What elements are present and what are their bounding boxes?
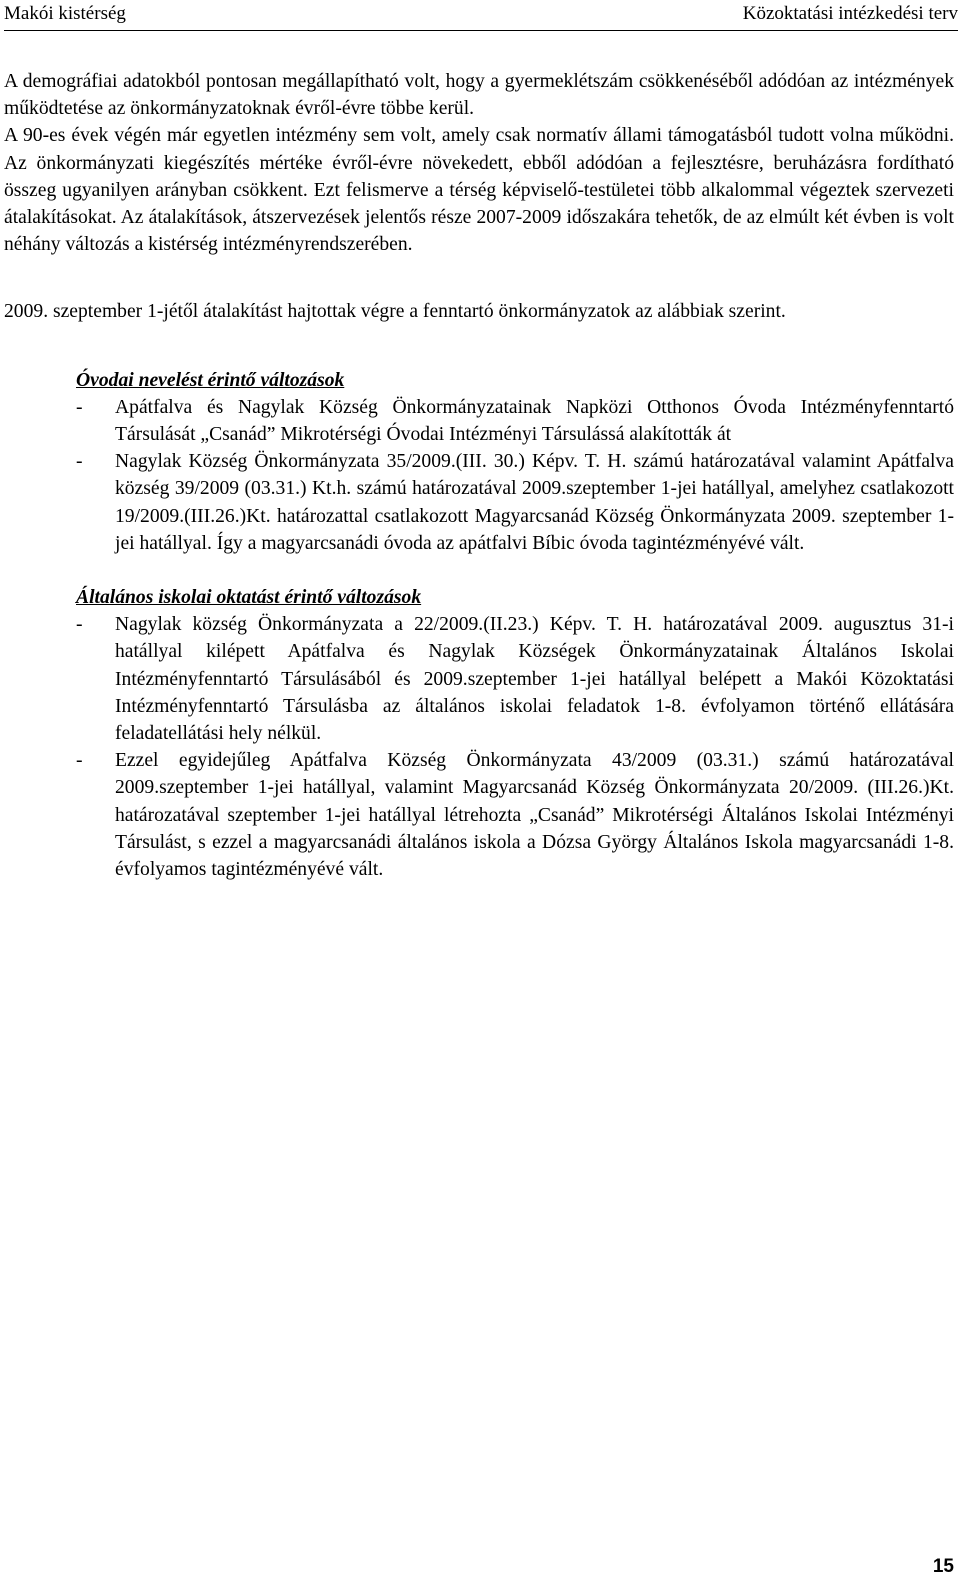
intro-paragraph-2: A 90-es évek végén már egyetlen intézmény sem volt, amely csak normatív állami támogatásból tudott volna működni. Az önkormányzati kiegészítés mértéke évről-évre növekedett, ebből adódóan a fejlesztésre, beruházásra fordítható összeg ugyanilyen arányban csökkent. Ezt felismerve a térség képviselő-testületei több alkalommal végeztek szervezeti átalakításokat. Az átalakítások, átszervezések jelentős része 2007-2009 időszakára tehetők, de az elmúlt két évben is volt néhány változás a kistérség intézményrendszerében. [4, 125, 954, 256]
page-number: 15 [932, 1556, 954, 1577]
dash-bullet: - [76, 750, 83, 772]
intro-paragraph-1: A demográfiai adatokból pontosan megállapítható volt, hogy a gyermeklétszám csökkenéséből adódóan az intézmények működtetése az önkormányzatoknak évről-évre többe kerül. [4, 71, 954, 120]
header-right-title: Közoktatási intézkedési terv [742, 3, 958, 24]
header-left-title: Makói kistérség [4, 3, 126, 24]
dash-bullet: - [76, 451, 83, 473]
section-list-ovoda [4, 394, 954, 557]
list-item [4, 747, 954, 883]
list-item [4, 611, 954, 747]
dash-bullet: - [76, 396, 83, 418]
list-item-text: Nagylak község Önkormányzata a 22/2009.(II.23.) Képv. T. H. határozatával 2009. augusztus 31-i hatállyal kilépett Apátfalva és Nagylak Községek Önkormányzatainak Általános Iskolai Intézményfenntartó Társulásából és 2009.szeptember 1-jei hatállyal belépett a Makói Közoktatási Intézményfenntartó Társulásba az általános iskolai feladatok 1-8. évfolyamon történő ellátására feladatellátási hely nélkül. [115, 614, 954, 745]
section-title-ovoda: Óvodai nevelést érintő változások [76, 369, 345, 391]
list-item [4, 448, 954, 557]
section-title-iskola: Általános iskolai oktatást érintő változások [76, 587, 422, 609]
dash-bullet: - [76, 614, 83, 636]
list-item-text: Apátfalva és Nagylak Község Önkormányzatainak Napközi Otthonos Óvoda Intézményfenntartó Társulását „Csanád” Mikrotérségi Óvodai Intézményi Társulássá alakították át [115, 396, 954, 446]
list-item-text: Ezzel egyidejűleg Apátfalva Község Önkormányzata 43/2009 (03.31.) számú határozatával 2009.szeptember 1-jei hatállyal, valamint Magyarcsanád Község Önkormányzata 20/2009. (III.26.)Kt. határozatával szeptember 1-jei hatállyal létrehozta „Csanád” Mikrotérségi Általános Iskolai Intézményi Társulást, s ezzel a magyarcsanádi általános iskola a Dózsa György Általános Iskola magyarcsanádi 1-8. évfolyamos tagintézményévé vált. [115, 750, 954, 881]
statement-paragraph: 2009. szeptember 1-jétől átalakítást hajtottak végre a fenntartó önkormányzatok az alábbiak szerint. [4, 301, 786, 323]
list-item-text: Nagylak Község Önkormányzata 35/2009.(III. 30.) Képv. T. H. számú határozatával valamint Apátfalva község 39/2009 (03.31.) Kt.h. számú határozatával 2009.szeptember 1-jei hatállyal, amelyhez csatlakozott 19/2009.(III.26.)Kt. határozattal csatlakozott Magyarcsanád Község Önkormányzata 2009. szeptember 1-jei hatállyal. Így a magyarcsanádi óvoda az apátfalvi Bíbic óvoda tagintézményévé vált. [115, 451, 954, 554]
page-header [4, 0, 958, 31]
section-list-iskola [4, 611, 954, 883]
document-body [4, 68, 954, 883]
list-item [4, 394, 954, 448]
